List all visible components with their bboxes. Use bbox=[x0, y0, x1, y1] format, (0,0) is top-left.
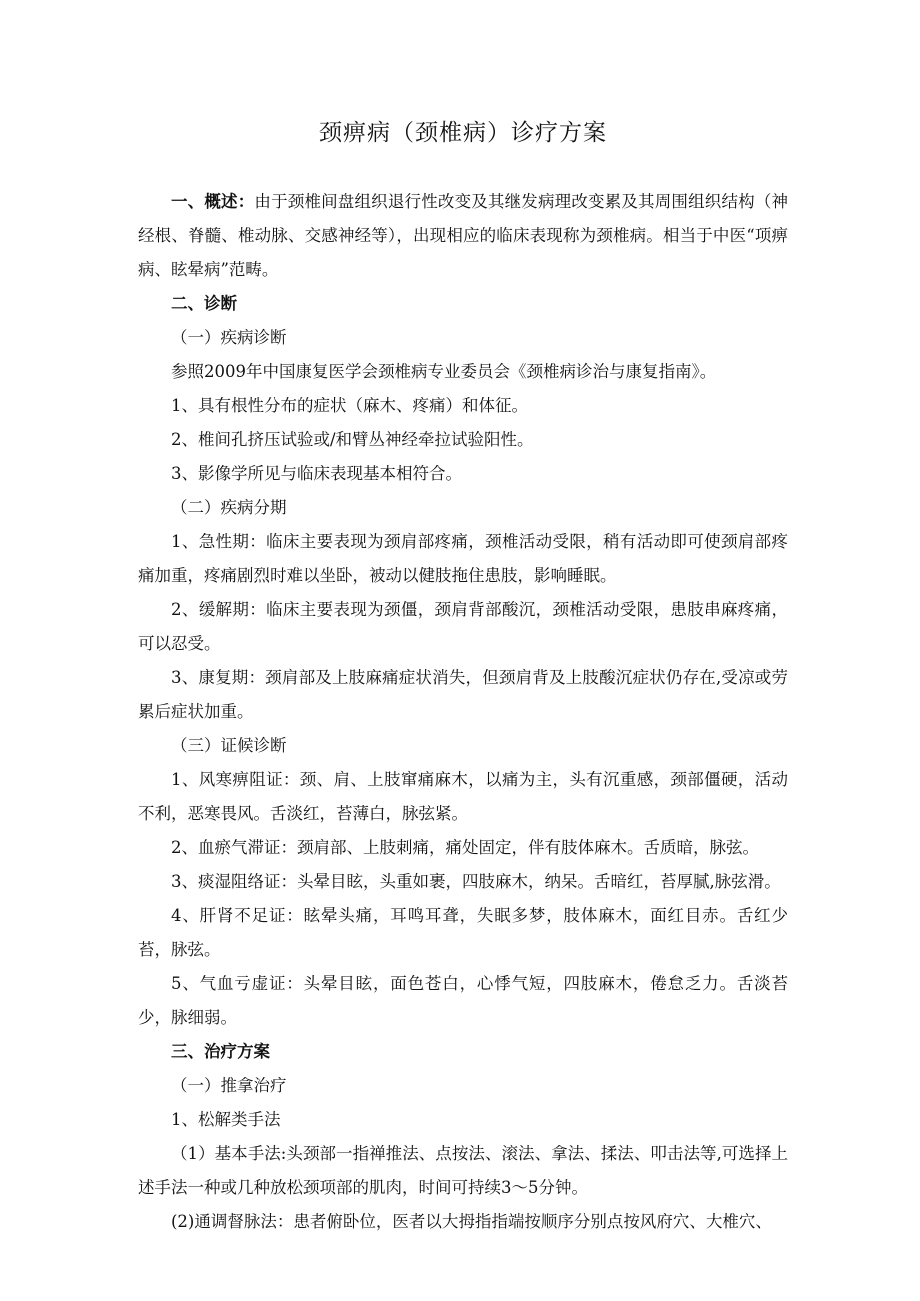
staging-item: 3、康复期：颈肩部及上肢麻痛症状消失，但颈肩背及上肢酸沉症状仍存在,受凉或劳累后症状加重。 bbox=[138, 668, 788, 721]
syndrome-item: 3、痰湿阻络证：头晕目眩，头重如裹，四肢麻木，纳呆。舌暗红，苔厚腻,脉弦滑。 bbox=[171, 872, 781, 891]
diagnosis-item: 2、椎间孔挤压试验或/和臂丛神经牵拉试验阳性。 bbox=[171, 430, 534, 449]
subsection-disease-diagnosis: （一）疾病诊断 bbox=[171, 328, 287, 347]
syndrome-item: 1、风寒痹阻证：颈、肩、上肢窜痛麻木，以痛为主，头有沉重感，颈部僵硬，活动不利，恶寒畏风。舌淡红，苔薄白，脉弦紧。 bbox=[138, 770, 788, 823]
treatment-item: 1、松解类手法 bbox=[171, 1110, 281, 1129]
subsection-syndrome-diagnosis: （三）证候诊断 bbox=[171, 736, 287, 755]
overview-lead: 一、概述： bbox=[171, 192, 255, 211]
treatment-paragraph: （1）基本手法:头颈部一指禅推法、点按法、滚法、拿法、揉法、叩击法等,可选择上述手法一种或几种放松颈项部的肌肉，时间可持续3～5分钟。 bbox=[138, 1144, 788, 1197]
section-heading-treatment: 三、治疗方案 bbox=[171, 1042, 270, 1061]
subsection-disease-staging: （二）疾病分期 bbox=[171, 498, 287, 517]
reference-paragraph: 参照2009年中国康复医学会颈椎病专业委员会《颈椎病诊治与康复指南》。 bbox=[171, 362, 717, 381]
staging-item: 1、急性期：临床主要表现为颈肩部疼痛，颈椎活动受限，稍有活动即可使颈肩部疼痛加重，疼痛剧烈时难以坐卧，被动以健肢拖住患肢，影响睡眠。 bbox=[138, 532, 788, 585]
syndrome-item: 5、气血亏虚证：头晕目眩，面色苍白，心悸气短，四肢麻木，倦怠乏力。舌淡苔少，脉细弱。 bbox=[138, 974, 788, 1027]
diagnosis-item: 3、影像学所见与临床表现基本相符合。 bbox=[171, 464, 462, 483]
overview-text: 由于颈椎间盘组织退行性改变及其继发病理改变累及其周围组织结构（神经根、脊髓、椎动脉、交感神经等），出现相应的临床表现称为颈椎病。相当于中医“项痹病、眩晕病”范畴。 bbox=[138, 192, 789, 279]
diagnosis-item: 1、具有根性分布的症状（麻木、疼痛）和体征。 bbox=[171, 396, 528, 415]
staging-item: 2、缓解期：临床主要表现为颈僵，颈肩背部酸沉，颈椎活动受限，患肢串麻疼痛，可以忍受。 bbox=[138, 600, 788, 653]
overview-paragraph bbox=[138, 185, 788, 287]
syndrome-item: 4、肝肾不足证：眩晕头痛，耳鸣耳聋，失眠多梦，肢体麻木，面红目赤。舌红少苔，脉弦。 bbox=[138, 906, 788, 959]
syndrome-item: 2、血瘀气滞证：颈肩部、上肢刺痛，痛处固定，伴有肢体麻木。舌质暗，脉弦。 bbox=[171, 838, 759, 857]
document-title: 颈痹病（颈椎病）诊疗方案 bbox=[319, 120, 607, 146]
treatment-paragraph: (2)通调督脉法：患者俯卧位，医者以大拇指指端按顺序分别点按风府穴、大椎穴、 bbox=[171, 1212, 772, 1231]
section-heading-diagnosis: 二、诊断 bbox=[171, 294, 237, 313]
subsection-massage-treatment: （一）推拿治疗 bbox=[171, 1076, 287, 1095]
